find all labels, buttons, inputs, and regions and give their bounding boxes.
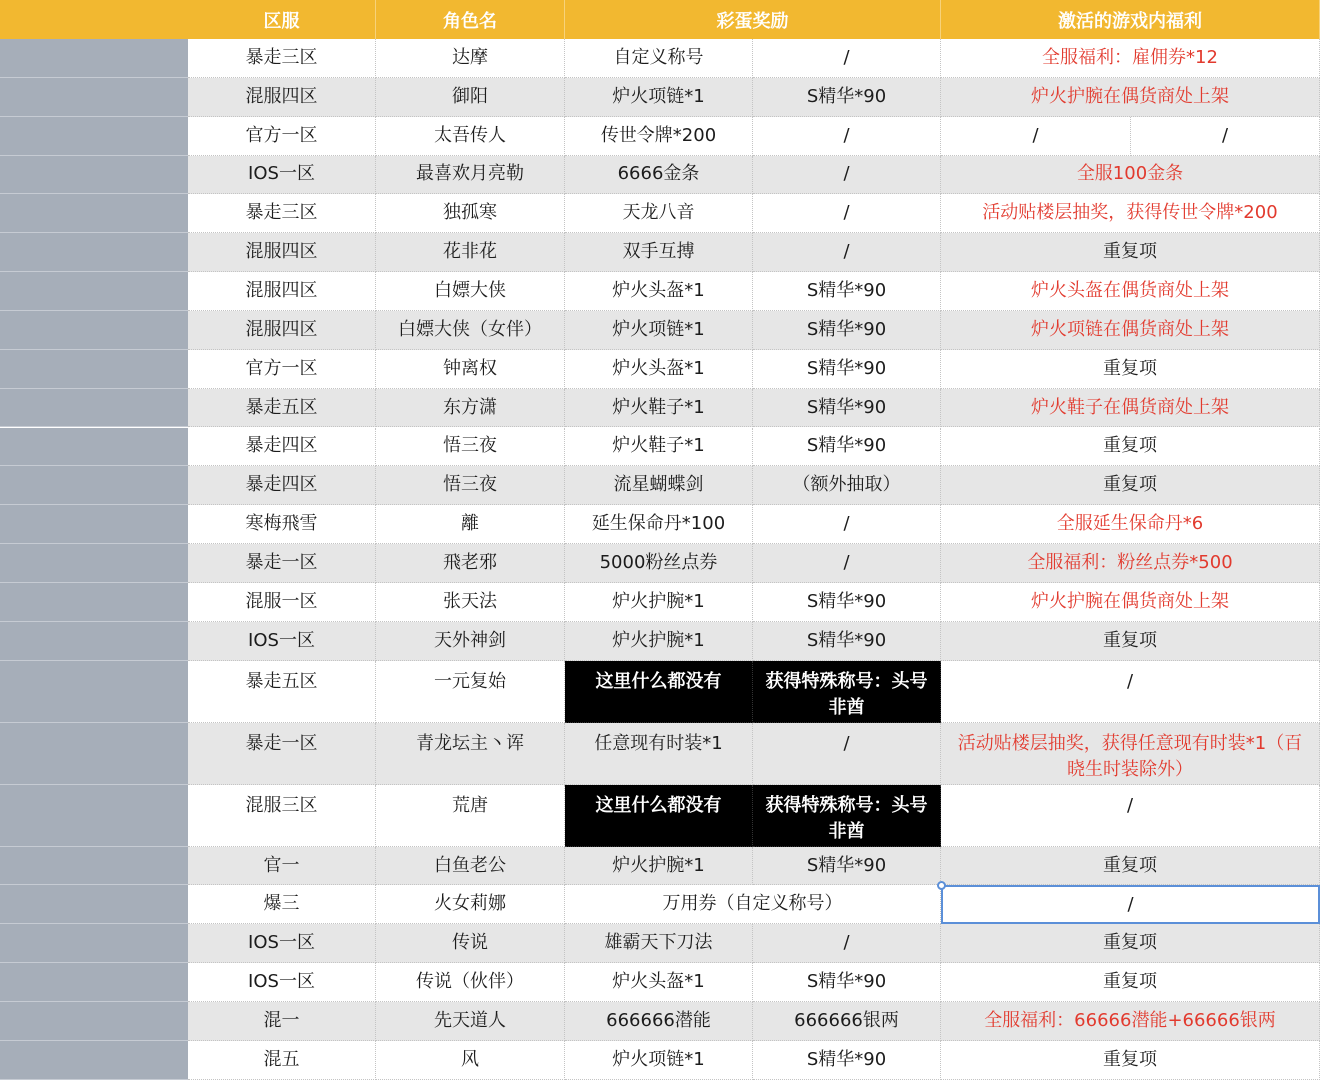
header-reward[interactable]: 彩蛋奖励: [565, 0, 941, 39]
cell-benefit[interactable]: /: [941, 885, 1320, 924]
cell-role[interactable]: 天外神剑: [376, 622, 565, 661]
cell-server[interactable]: 混一: [188, 1002, 376, 1041]
cell-reward[interactable]: 炉火鞋子*1: [565, 389, 753, 428]
cell-role[interactable]: 传说: [376, 924, 565, 963]
row-gutter[interactable]: [0, 847, 188, 886]
row-gutter[interactable]: [0, 723, 188, 785]
cell-server[interactable]: 官方一区: [188, 117, 376, 156]
cell-benefit[interactable]: 炉火护腕在偶货商处上架: [941, 583, 1320, 622]
row-gutter[interactable]: [0, 583, 188, 622]
cell-server[interactable]: 混服四区: [188, 233, 376, 272]
cell-server[interactable]: 官一: [188, 847, 376, 886]
cell-role[interactable]: 悟三夜: [376, 466, 565, 505]
cell-reward[interactable]: 这里什么都没有: [565, 661, 753, 723]
row-gutter[interactable]: [0, 428, 188, 467]
cell-role[interactable]: 张天法: [376, 583, 565, 622]
cell-benefit[interactable]: 炉火护腕在偶货商处上架: [941, 78, 1320, 117]
cell-server[interactable]: 暴走四区: [188, 428, 376, 467]
cell-reward-extra[interactable]: 获得特殊称号：头号非酋: [753, 661, 941, 723]
header-benefit[interactable]: 激活的游戏内福利: [941, 0, 1320, 39]
cell-benefit-extra[interactable]: /: [1131, 117, 1320, 156]
cell-server[interactable]: 官方一区: [188, 350, 376, 389]
cell-benefit[interactable]: 重复项: [941, 622, 1320, 661]
header-server[interactable]: 区服: [188, 0, 376, 39]
cell-role[interactable]: 风: [376, 1041, 565, 1080]
cell-benefit[interactable]: 重复项: [941, 963, 1320, 1002]
cell-benefit[interactable]: 全服福利：66666潜能+66666银两: [941, 1002, 1320, 1041]
cell-reward-extra[interactable]: S精华*90: [753, 311, 941, 350]
cell-role[interactable]: 一元复始: [376, 661, 565, 723]
cell-reward[interactable]: 天龙八音: [565, 194, 753, 233]
row-gutter[interactable]: [0, 924, 188, 963]
cell-reward[interactable]: 这里什么都没有: [565, 785, 753, 847]
cell-role[interactable]: 先天道人: [376, 1002, 565, 1041]
cell-benefit[interactable]: 重复项: [941, 428, 1320, 467]
cell-server[interactable]: 混服四区: [188, 78, 376, 117]
cell-reward-extra[interactable]: S精华*90: [753, 389, 941, 428]
cell-role[interactable]: 御阳: [376, 78, 565, 117]
cell-benefit[interactable]: 活动贴楼层抽奖，获得传世令牌*200: [941, 194, 1320, 233]
cell-reward[interactable]: 炉火项链*1: [565, 311, 753, 350]
row-gutter[interactable]: [0, 350, 188, 389]
cell-reward-extra[interactable]: 获得特殊称号：头号非酋: [753, 785, 941, 847]
cell-server[interactable]: IOS一区: [188, 156, 376, 195]
cell-role[interactable]: 东方潇: [376, 389, 565, 428]
cell-role[interactable]: 悟三夜: [376, 428, 565, 467]
cell-reward[interactable]: 炉火头盔*1: [565, 350, 753, 389]
cell-benefit[interactable]: 炉火鞋子在偶货商处上架: [941, 389, 1320, 428]
cell-benefit[interactable]: 全服福利：雇佣券*12: [941, 39, 1320, 78]
cell-reward[interactable]: 传世令牌*200: [565, 117, 753, 156]
cell-server[interactable]: 爆三: [188, 885, 376, 924]
cell-reward[interactable]: 自定义称号: [565, 39, 753, 78]
cell-reward[interactable]: 炉火护腕*1: [565, 622, 753, 661]
cell-reward[interactable]: 双手互搏: [565, 233, 753, 272]
cell-reward-extra[interactable]: S精华*90: [753, 428, 941, 467]
row-gutter[interactable]: [0, 156, 188, 195]
row-gutter[interactable]: [0, 233, 188, 272]
row-gutter[interactable]: [0, 78, 188, 117]
row-gutter[interactable]: [0, 885, 188, 924]
row-gutter[interactable]: [0, 622, 188, 661]
cell-benefit[interactable]: 重复项: [941, 847, 1320, 886]
cell-reward[interactable]: 炉火头盔*1: [565, 272, 753, 311]
header-role[interactable]: 角色名: [376, 0, 565, 39]
cell-benefit[interactable]: 重复项: [941, 233, 1320, 272]
cell-reward-extra[interactable]: /: [753, 505, 941, 544]
cell-role[interactable]: 離: [376, 505, 565, 544]
cell-reward-extra[interactable]: S精华*90: [753, 963, 941, 1002]
cell-server[interactable]: 暴走三区: [188, 39, 376, 78]
cell-reward[interactable]: 炉火护腕*1: [565, 583, 753, 622]
cell-reward-extra[interactable]: S精华*90: [753, 583, 941, 622]
cell-role[interactable]: 火女莉娜: [376, 885, 565, 924]
row-gutter[interactable]: [0, 194, 188, 233]
cell-benefit[interactable]: 炉火头盔在偶货商处上架: [941, 272, 1320, 311]
cell-server[interactable]: 暴走五区: [188, 661, 376, 723]
row-gutter[interactable]: [0, 272, 188, 311]
row-gutter[interactable]: [0, 544, 188, 583]
row-gutter[interactable]: [0, 1041, 188, 1080]
cell-reward[interactable]: 延生保命丹*100: [565, 505, 753, 544]
cell-server[interactable]: 混服四区: [188, 272, 376, 311]
cell-server[interactable]: 暴走一区: [188, 723, 376, 785]
row-gutter[interactable]: [0, 466, 188, 505]
cell-benefit[interactable]: 重复项: [941, 924, 1320, 963]
cell-role[interactable]: 飛老邪: [376, 544, 565, 583]
cell-reward-extra[interactable]: S精华*90: [753, 272, 941, 311]
cell-benefit[interactable]: 炉火项链在偶货商处上架: [941, 311, 1320, 350]
row-gutter[interactable]: [0, 1002, 188, 1041]
cell-reward-extra[interactable]: S精华*90: [753, 622, 941, 661]
cell-role[interactable]: 独孤寒: [376, 194, 565, 233]
row-gutter[interactable]: [0, 661, 188, 723]
cell-reward-extra[interactable]: （额外抽取）: [753, 466, 941, 505]
cell-role[interactable]: 太吾传人: [376, 117, 565, 156]
cell-reward[interactable]: 炉火项链*1: [565, 78, 753, 117]
cell-reward-extra[interactable]: S精华*90: [753, 1041, 941, 1080]
cell-server[interactable]: 暴走三区: [188, 194, 376, 233]
cell-role[interactable]: 青龙坛主丶诨: [376, 723, 565, 785]
cell-reward[interactable]: 666666潜能: [565, 1002, 753, 1041]
cell-server[interactable]: 暴走一区: [188, 544, 376, 583]
cell-reward[interactable]: 炉火头盔*1: [565, 963, 753, 1002]
cell-benefit[interactable]: 重复项: [941, 350, 1320, 389]
cell-role[interactable]: 达摩: [376, 39, 565, 78]
cell-server[interactable]: IOS一区: [188, 963, 376, 1002]
cell-server[interactable]: IOS一区: [188, 622, 376, 661]
cell-benefit[interactable]: /: [941, 785, 1320, 847]
cell-reward-extra[interactable]: /: [753, 544, 941, 583]
cell-benefit[interactable]: 重复项: [941, 1041, 1320, 1080]
cell-role[interactable]: 钟离权: [376, 350, 565, 389]
row-gutter[interactable]: [0, 389, 188, 428]
cell-role[interactable]: 白嫖大侠（女伴）: [376, 311, 565, 350]
cell-reward-extra[interactable]: 666666银两: [753, 1002, 941, 1041]
cell-role[interactable]: 花非花: [376, 233, 565, 272]
cell-reward-extra[interactable]: S精华*90: [753, 350, 941, 389]
row-gutter[interactable]: [0, 311, 188, 350]
cell-server[interactable]: 暴走五区: [188, 389, 376, 428]
cell-reward[interactable]: 炉火项链*1: [565, 1041, 753, 1080]
cell-role[interactable]: 白鱼老公: [376, 847, 565, 886]
cell-reward[interactable]: 流星蝴蝶剑: [565, 466, 753, 505]
cell-role[interactable]: 传说（伙伴）: [376, 963, 565, 1002]
cell-reward[interactable]: 雄霸天下刀法: [565, 924, 753, 963]
cell-benefit[interactable]: 全服福利：粉丝点券*500: [941, 544, 1320, 583]
cell-reward[interactable]: 炉火护腕*1: [565, 847, 753, 886]
cell-reward[interactable]: 5000粉丝点券: [565, 544, 753, 583]
cell-role[interactable]: 荒唐: [376, 785, 565, 847]
cell-reward[interactable]: 任意现有时装*1: [565, 723, 753, 785]
cell-reward-extra[interactable]: S精华*90: [753, 847, 941, 886]
cell-reward-extra[interactable]: /: [753, 723, 941, 785]
cell-benefit[interactable]: 重复项: [941, 466, 1320, 505]
cell-reward-extra[interactable]: /: [753, 194, 941, 233]
cell-role[interactable]: 白嫖大侠: [376, 272, 565, 311]
cell-server[interactable]: 混服一区: [188, 583, 376, 622]
cell-reward-extra[interactable]: /: [753, 924, 941, 963]
cell-server[interactable]: 混服四区: [188, 311, 376, 350]
cell-server[interactable]: 混服三区: [188, 785, 376, 847]
cell-benefit[interactable]: /: [941, 117, 1131, 156]
cell-server[interactable]: 暴走四区: [188, 466, 376, 505]
row-gutter[interactable]: [0, 117, 188, 156]
cell-server[interactable]: IOS一区: [188, 924, 376, 963]
cell-role[interactable]: 最喜欢月亮勒: [376, 156, 565, 195]
cell-benefit[interactable]: 全服100金条: [941, 156, 1320, 195]
cell-reward-extra[interactable]: /: [753, 233, 941, 272]
cell-reward[interactable]: 万用券（自定义称号）: [565, 885, 941, 924]
row-gutter[interactable]: [0, 785, 188, 847]
cell-reward-extra[interactable]: /: [753, 156, 941, 195]
cell-benefit[interactable]: /: [941, 661, 1320, 723]
cell-reward-extra[interactable]: /: [753, 117, 941, 156]
header-left-blank: [0, 0, 188, 39]
row-gutter[interactable]: [0, 39, 188, 78]
row-gutter[interactable]: [0, 963, 188, 1002]
cell-server[interactable]: 混五: [188, 1041, 376, 1080]
cell-reward[interactable]: 6666金条: [565, 156, 753, 195]
cell-benefit[interactable]: 全服延生保命丹*6: [941, 505, 1320, 544]
cell-reward[interactable]: 炉火鞋子*1: [565, 428, 753, 467]
row-gutter[interactable]: [0, 505, 188, 544]
cell-reward-extra[interactable]: /: [753, 39, 941, 78]
cell-reward-extra[interactable]: S精华*90: [753, 78, 941, 117]
cell-server[interactable]: 寒梅飛雪: [188, 505, 376, 544]
cell-benefit[interactable]: 活动贴楼层抽奖，获得任意现有时装*1（百晓生时装除外）: [941, 723, 1320, 785]
